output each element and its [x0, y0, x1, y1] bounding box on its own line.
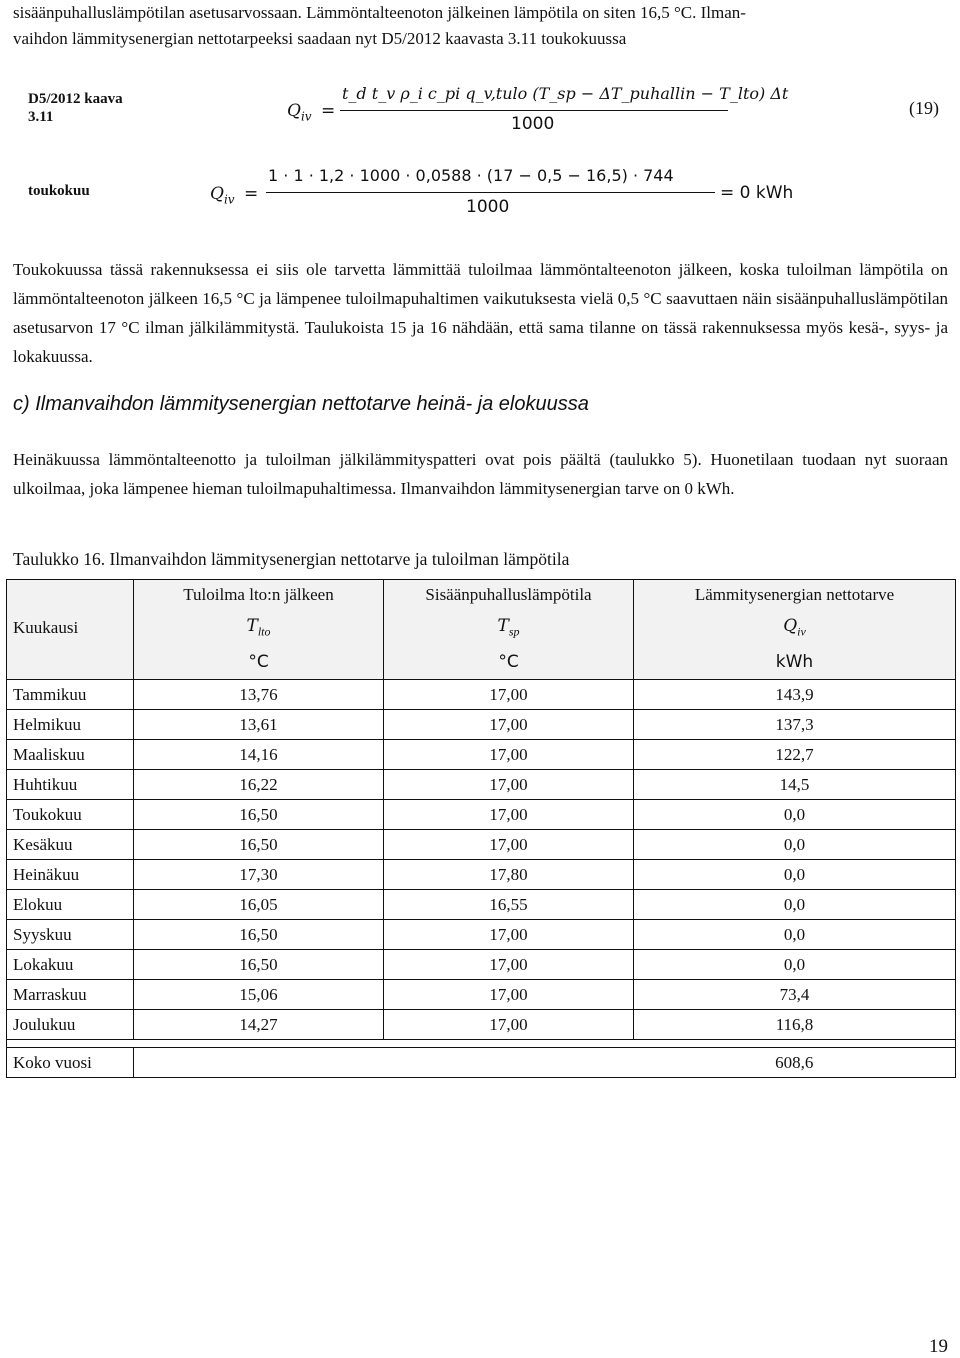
- header-row-label: Kuukausi: [7, 610, 134, 646]
- header-unit-tsp: °C: [384, 646, 634, 680]
- tsp-cell: 17,00: [384, 830, 634, 860]
- table-row: [7, 980, 956, 1010]
- tsp-cell: 17,00: [384, 710, 634, 740]
- qiv-cell: 0,0: [634, 800, 956, 830]
- formula-label: [28, 90, 123, 126]
- formula-lhs: [287, 101, 335, 123]
- table-header-row-symbols: [7, 610, 956, 646]
- month-cell: Toukokuu: [7, 800, 134, 830]
- formula-month-label: toukokuu: [28, 183, 90, 199]
- intro-line-1: sisäänpuhalluslämpötilan asetusarvossaan. Lämmöntalteenoton jälkeinen lämpötila on siten 16,5 °C. Ilman-: [13, 3, 746, 22]
- tlto-cell: 16,50: [134, 920, 384, 950]
- month-cell: Heinäkuu: [7, 860, 134, 890]
- qiv-cell: 0,0: [634, 890, 956, 920]
- table-spacer-cell: [7, 1040, 956, 1048]
- qiv-cell: 14,5: [634, 770, 956, 800]
- tlto-cell: 13,61: [134, 710, 384, 740]
- page-number: 19: [929, 1336, 948, 1357]
- total-value: 608,6: [634, 1048, 956, 1078]
- qiv-cell: 143,9: [634, 680, 956, 710]
- header-symbol-qiv: $Q_{iv}$: [634, 610, 956, 646]
- table-row: [7, 710, 956, 740]
- formula-lhs-symbol-numeric: Q: [210, 184, 224, 204]
- table-body: [7, 680, 956, 1040]
- table-spacer-row: [7, 1040, 956, 1048]
- tsp-cell: 17,00: [384, 950, 634, 980]
- intro-text: [13, 0, 948, 52]
- formula-numerator-values: 1 · 1 · 1,2 · 1000 · 0,0588 · (17 − 0,5 − 16,5) · 744: [268, 166, 674, 185]
- formula-equals: =: [320, 101, 336, 121]
- tsp-cell: 17,00: [384, 770, 634, 800]
- header-col-qiv: Lämmitysenergian nettotarve: [634, 580, 956, 610]
- month-cell: Lokakuu: [7, 950, 134, 980]
- tlto-cell: 14,16: [134, 740, 384, 770]
- formula-result: = 0 kWh: [720, 183, 794, 203]
- formula-numerator: t_d t_v ρ_i c_pi q_v,tulo (T_sp − ΔT_puhallin − T_lto) Δt: [342, 84, 789, 103]
- table-row: [7, 950, 956, 980]
- total-empty-2: [384, 1048, 634, 1078]
- month-cell: Tammikuu: [7, 680, 134, 710]
- qiv-cell: 137,3: [634, 710, 956, 740]
- tlto-cell: 14,27: [134, 1010, 384, 1040]
- formula-equals-numeric: =: [243, 184, 259, 204]
- table-row: [7, 1010, 956, 1040]
- tsp-cell: 17,00: [384, 920, 634, 950]
- header-symbol-tsp: $T_{sp}$: [384, 610, 634, 646]
- tlto-cell: 17,30: [134, 860, 384, 890]
- tsp-cell: 17,00: [384, 680, 634, 710]
- header-unit-qiv: kWh: [634, 646, 956, 680]
- paragraph-may: Toukokuussa tässä rakennuksessa ei siis ole tarvetta lämmittää tuloilmaa lämmöntalteenoton jälkeen, koska tuloilman lämpötila on lämmöntalteenoton jälkeen 16,5 °C ja lämpenee tuloilmapuhaltimen vaikutuksesta vielä 0,5 °C saavuttaen näin sisäänpuhalluslämpötilan asetusarvon 17 °C ilman jälkilämmitystä. Taulukoista 15 ja 16 nähdään, että sama tilanne on tässä rakennuksessa myös kesä-, syys- ja lokakuussa.: [13, 260, 948, 366]
- total-empty-1: [134, 1048, 384, 1078]
- tsp-cell: 16,55: [384, 890, 634, 920]
- tlto-cell: 16,50: [134, 950, 384, 980]
- qiv-cell: 0,0: [634, 860, 956, 890]
- formula-denominator: 1000: [511, 114, 555, 134]
- table-row: [7, 890, 956, 920]
- table-row: [7, 860, 956, 890]
- tsp-cell: 17,00: [384, 1010, 634, 1040]
- table-header-row-titles: [7, 580, 956, 610]
- tlto-cell: 16,22: [134, 770, 384, 800]
- formula-lhs-subscript: iv: [300, 109, 312, 124]
- tsp-cell: 17,80: [384, 860, 634, 890]
- table-row: [7, 920, 956, 950]
- tlto-cell: 13,76: [134, 680, 384, 710]
- total-label: Koko vuosi: [7, 1048, 134, 1078]
- equation-number: (19): [909, 98, 939, 118]
- header-col-tsp: Sisäänpuhalluslämpötila: [384, 580, 634, 610]
- table-row: [7, 740, 956, 770]
- table-header-row-units: [7, 646, 956, 680]
- table-caption: Taulukko 16. Ilmanvaihdon lämmitysenergian nettotarve ja tuloilman lämpötila: [13, 549, 570, 569]
- tlto-cell: 16,05: [134, 890, 384, 920]
- month-cell: Huhtikuu: [7, 770, 134, 800]
- qiv-cell: 116,8: [634, 1010, 956, 1040]
- month-cell: Marraskuu: [7, 980, 134, 1010]
- header-symbol-tlto: $T_{lto}$: [134, 610, 384, 646]
- header-unit-tlto: °C: [134, 646, 384, 680]
- tlto-cell: 15,06: [134, 980, 384, 1010]
- qiv-cell: 73,4: [634, 980, 956, 1010]
- formula-lhs-subscript-numeric: iv: [223, 192, 235, 207]
- formula-denominator-values: 1000: [466, 197, 510, 217]
- paragraph-july: Heinäkuussa lämmöntalteenotto ja tuloilman jälkilämmityspatteri ovat pois päältä (taulukko 5). Huonetilaan tuodaan nyt suoraan ulkoilmaa, joka lämpenee hieman tuloilmapuhaltimessa. Ilmanvaihdon lämmitysenergian tarve on 0 kWh.: [13, 450, 948, 498]
- qiv-cell: 0,0: [634, 830, 956, 860]
- formula-fraction-line-numeric: [266, 192, 715, 193]
- header-col-tlto: Tuloilma lto:n jälkeen: [134, 580, 384, 610]
- tsp-cell: 17,00: [384, 980, 634, 1010]
- qiv-cell: 0,0: [634, 950, 956, 980]
- month-cell: Joulukuu: [7, 1010, 134, 1040]
- month-cell: Kesäkuu: [7, 830, 134, 860]
- tlto-cell: 16,50: [134, 830, 384, 860]
- qiv-cell: 0,0: [634, 920, 956, 950]
- table-row: [7, 800, 956, 830]
- tsp-cell: 17,00: [384, 800, 634, 830]
- formula-lhs-numeric: [210, 184, 258, 206]
- intro-line-2: vaihdon lämmitysenergian nettotarpeeksi saadaan nyt D5/2012 kaavasta 3.11 toukokuussa: [13, 29, 627, 48]
- header-empty-cell: [7, 580, 134, 610]
- month-cell: Helmikuu: [7, 710, 134, 740]
- header-units-empty: [7, 646, 134, 680]
- table-row: [7, 680, 956, 710]
- tsp-cell: 17,00: [384, 740, 634, 770]
- formula-lhs-symbol: Q: [287, 101, 301, 121]
- formula-block: [0, 64, 960, 232]
- table-row: [7, 830, 956, 860]
- section-heading: c) Ilmanvaihdon lämmitysenergian nettotarve heinä- ja elokuussa: [13, 393, 589, 415]
- month-cell: Maaliskuu: [7, 740, 134, 770]
- tlto-cell: 16,50: [134, 800, 384, 830]
- table-row: [7, 770, 956, 800]
- qiv-cell: 122,7: [634, 740, 956, 770]
- month-cell: Syyskuu: [7, 920, 134, 950]
- formula-fraction-line: [340, 110, 728, 111]
- formula-label-line-2: 3.11: [28, 109, 54, 125]
- table-total-row: [7, 1048, 956, 1078]
- month-cell: Elokuu: [7, 890, 134, 920]
- formula-label-line-1: D5/2012 kaava: [28, 91, 123, 107]
- energy-table: [6, 579, 956, 1078]
